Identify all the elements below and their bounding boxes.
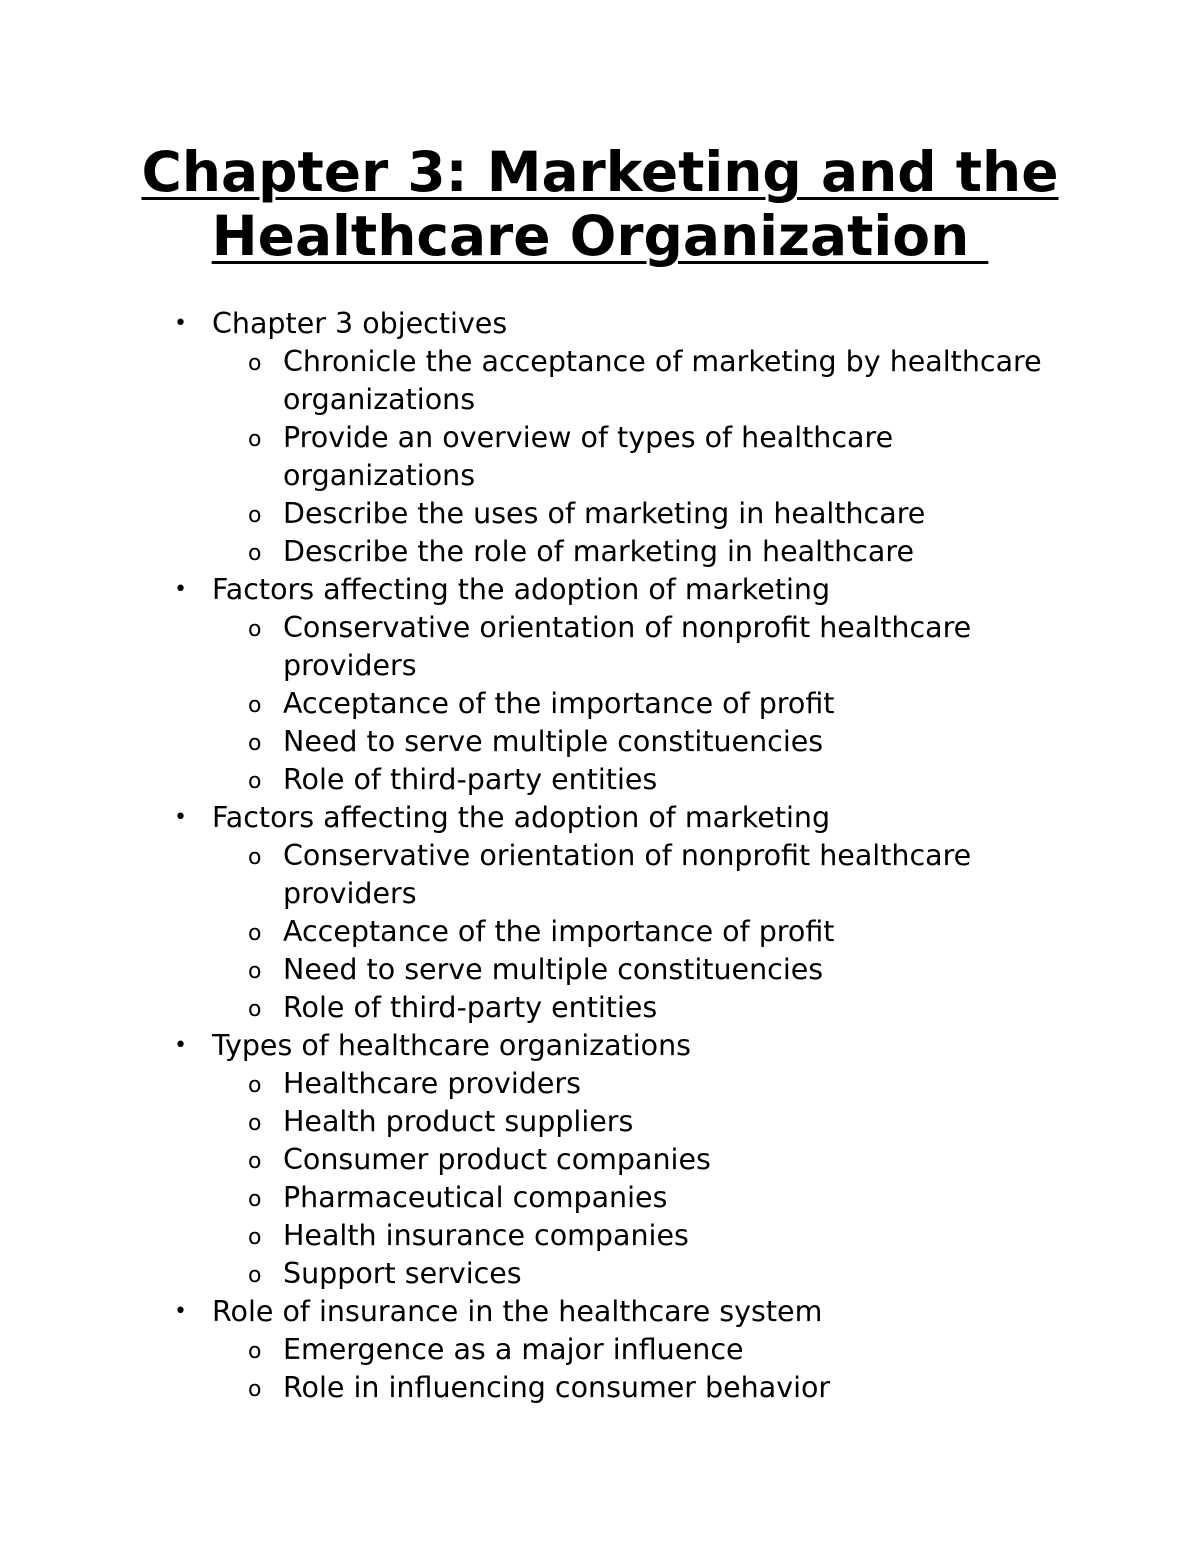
list-item [0, 1369, 1043, 1407]
bullet-icon: • [174, 577, 187, 602]
list-item [0, 419, 1043, 495]
list-item [0, 609, 1043, 685]
sub-list [212, 1065, 1200, 1293]
bullet-icon: • [174, 1299, 187, 1324]
section-heading: Role of insurance in the healthcare system [212, 1295, 823, 1328]
list-item-text: Conservative orientation of nonprofit healthcare providers [283, 839, 972, 910]
list-item [0, 723, 1043, 761]
list-item [0, 1217, 1043, 1255]
sub-bullet-icon: o [248, 1263, 262, 1288]
sub-bullet-icon: o [248, 427, 262, 452]
sub-bullet-icon: o [248, 1149, 262, 1174]
list-item [0, 533, 1043, 571]
outline-section [0, 305, 1200, 571]
sub-bullet-icon: o [248, 617, 262, 642]
list-item-text: Describe the role of marketing in healthcare [283, 535, 915, 568]
list-item [0, 1331, 1043, 1369]
list-item [0, 1141, 1043, 1179]
sub-list [212, 343, 1200, 571]
sub-bullet-icon: o [248, 351, 262, 376]
list-item [0, 685, 1043, 723]
list-item [0, 1103, 1043, 1141]
list-item-text: Acceptance of the importance of profit [283, 687, 835, 720]
list-item [0, 837, 1043, 913]
bullet-icon: • [174, 805, 187, 830]
sub-bullet-icon: o [248, 1073, 262, 1098]
list-item [0, 951, 1043, 989]
outline-section [0, 1293, 1200, 1407]
list-item [0, 1255, 1043, 1293]
list-item-text: Role in influencing consumer behavior [283, 1371, 831, 1404]
list-item-text: Support services [283, 1257, 522, 1290]
list-item-text: Describe the uses of marketing in healthcare [283, 497, 926, 530]
list-item [0, 913, 1043, 951]
list-item-text: Consumer product companies [283, 1143, 711, 1176]
sub-bullet-icon: o [248, 921, 262, 946]
title-line-2: Healthcare Organization [211, 204, 989, 268]
list-item-text: Acceptance of the importance of profit [283, 915, 835, 948]
list-item-text: Need to serve multiple constituencies [283, 725, 824, 758]
sub-bullet-icon: o [248, 541, 262, 566]
outline-list [0, 305, 1200, 1407]
sub-bullet-icon: o [248, 693, 262, 718]
list-item-text: Pharmaceutical companies [283, 1181, 668, 1214]
bullet-icon: • [174, 1033, 187, 1058]
sub-bullet-icon: o [248, 997, 262, 1022]
list-item [0, 495, 1043, 533]
list-item-text: Health product suppliers [283, 1105, 634, 1138]
list-item [0, 343, 1043, 419]
list-item-text: Role of third-party entities [283, 991, 658, 1024]
list-item [0, 989, 1043, 1027]
title-line-1: Chapter 3: Marketing and the [141, 140, 1059, 204]
list-item-text: Conservative orientation of nonprofit healthcare providers [283, 611, 972, 682]
sub-bullet-icon: o [248, 959, 262, 984]
outline-section [0, 1027, 1200, 1293]
list-item-text: Health insurance companies [283, 1219, 689, 1252]
sub-bullet-icon: o [248, 1187, 262, 1212]
sub-bullet-icon: o [248, 503, 262, 528]
outline-section [0, 571, 1200, 799]
sub-bullet-icon: o [248, 1377, 262, 1402]
list-item [0, 1179, 1043, 1217]
sub-bullet-icon: o [248, 1339, 262, 1364]
sub-bullet-icon: o [248, 1111, 262, 1136]
sub-list [212, 609, 1200, 799]
section-heading: Types of healthcare organizations [212, 1029, 691, 1062]
bullet-icon: • [174, 311, 187, 336]
list-item-text: Emergence as a major influence [283, 1333, 744, 1366]
sub-bullet-icon: o [248, 845, 262, 870]
sub-bullet-icon: o [248, 769, 262, 794]
list-item [0, 1065, 1043, 1103]
list-item-text: Healthcare providers [283, 1067, 581, 1100]
document-title [0, 140, 1200, 268]
list-item-text: Chronicle the acceptance of marketing by healthcare organizations [283, 345, 1042, 416]
list-item-text: Role of third-party entities [283, 763, 658, 796]
section-heading: Factors affecting the adoption of marketing [212, 573, 831, 606]
list-item-text: Provide an overview of types of healthcare organizations [283, 421, 894, 492]
sub-bullet-icon: o [248, 731, 262, 756]
section-heading: Factors affecting the adoption of marketing [212, 801, 831, 834]
sub-bullet-icon: o [248, 1225, 262, 1250]
list-item-text: Need to serve multiple constituencies [283, 953, 824, 986]
sub-list [212, 837, 1200, 1027]
sub-list [212, 1331, 1200, 1407]
list-item [0, 761, 1043, 799]
section-heading: Chapter 3 objectives [212, 307, 508, 340]
outline-section [0, 799, 1200, 1027]
